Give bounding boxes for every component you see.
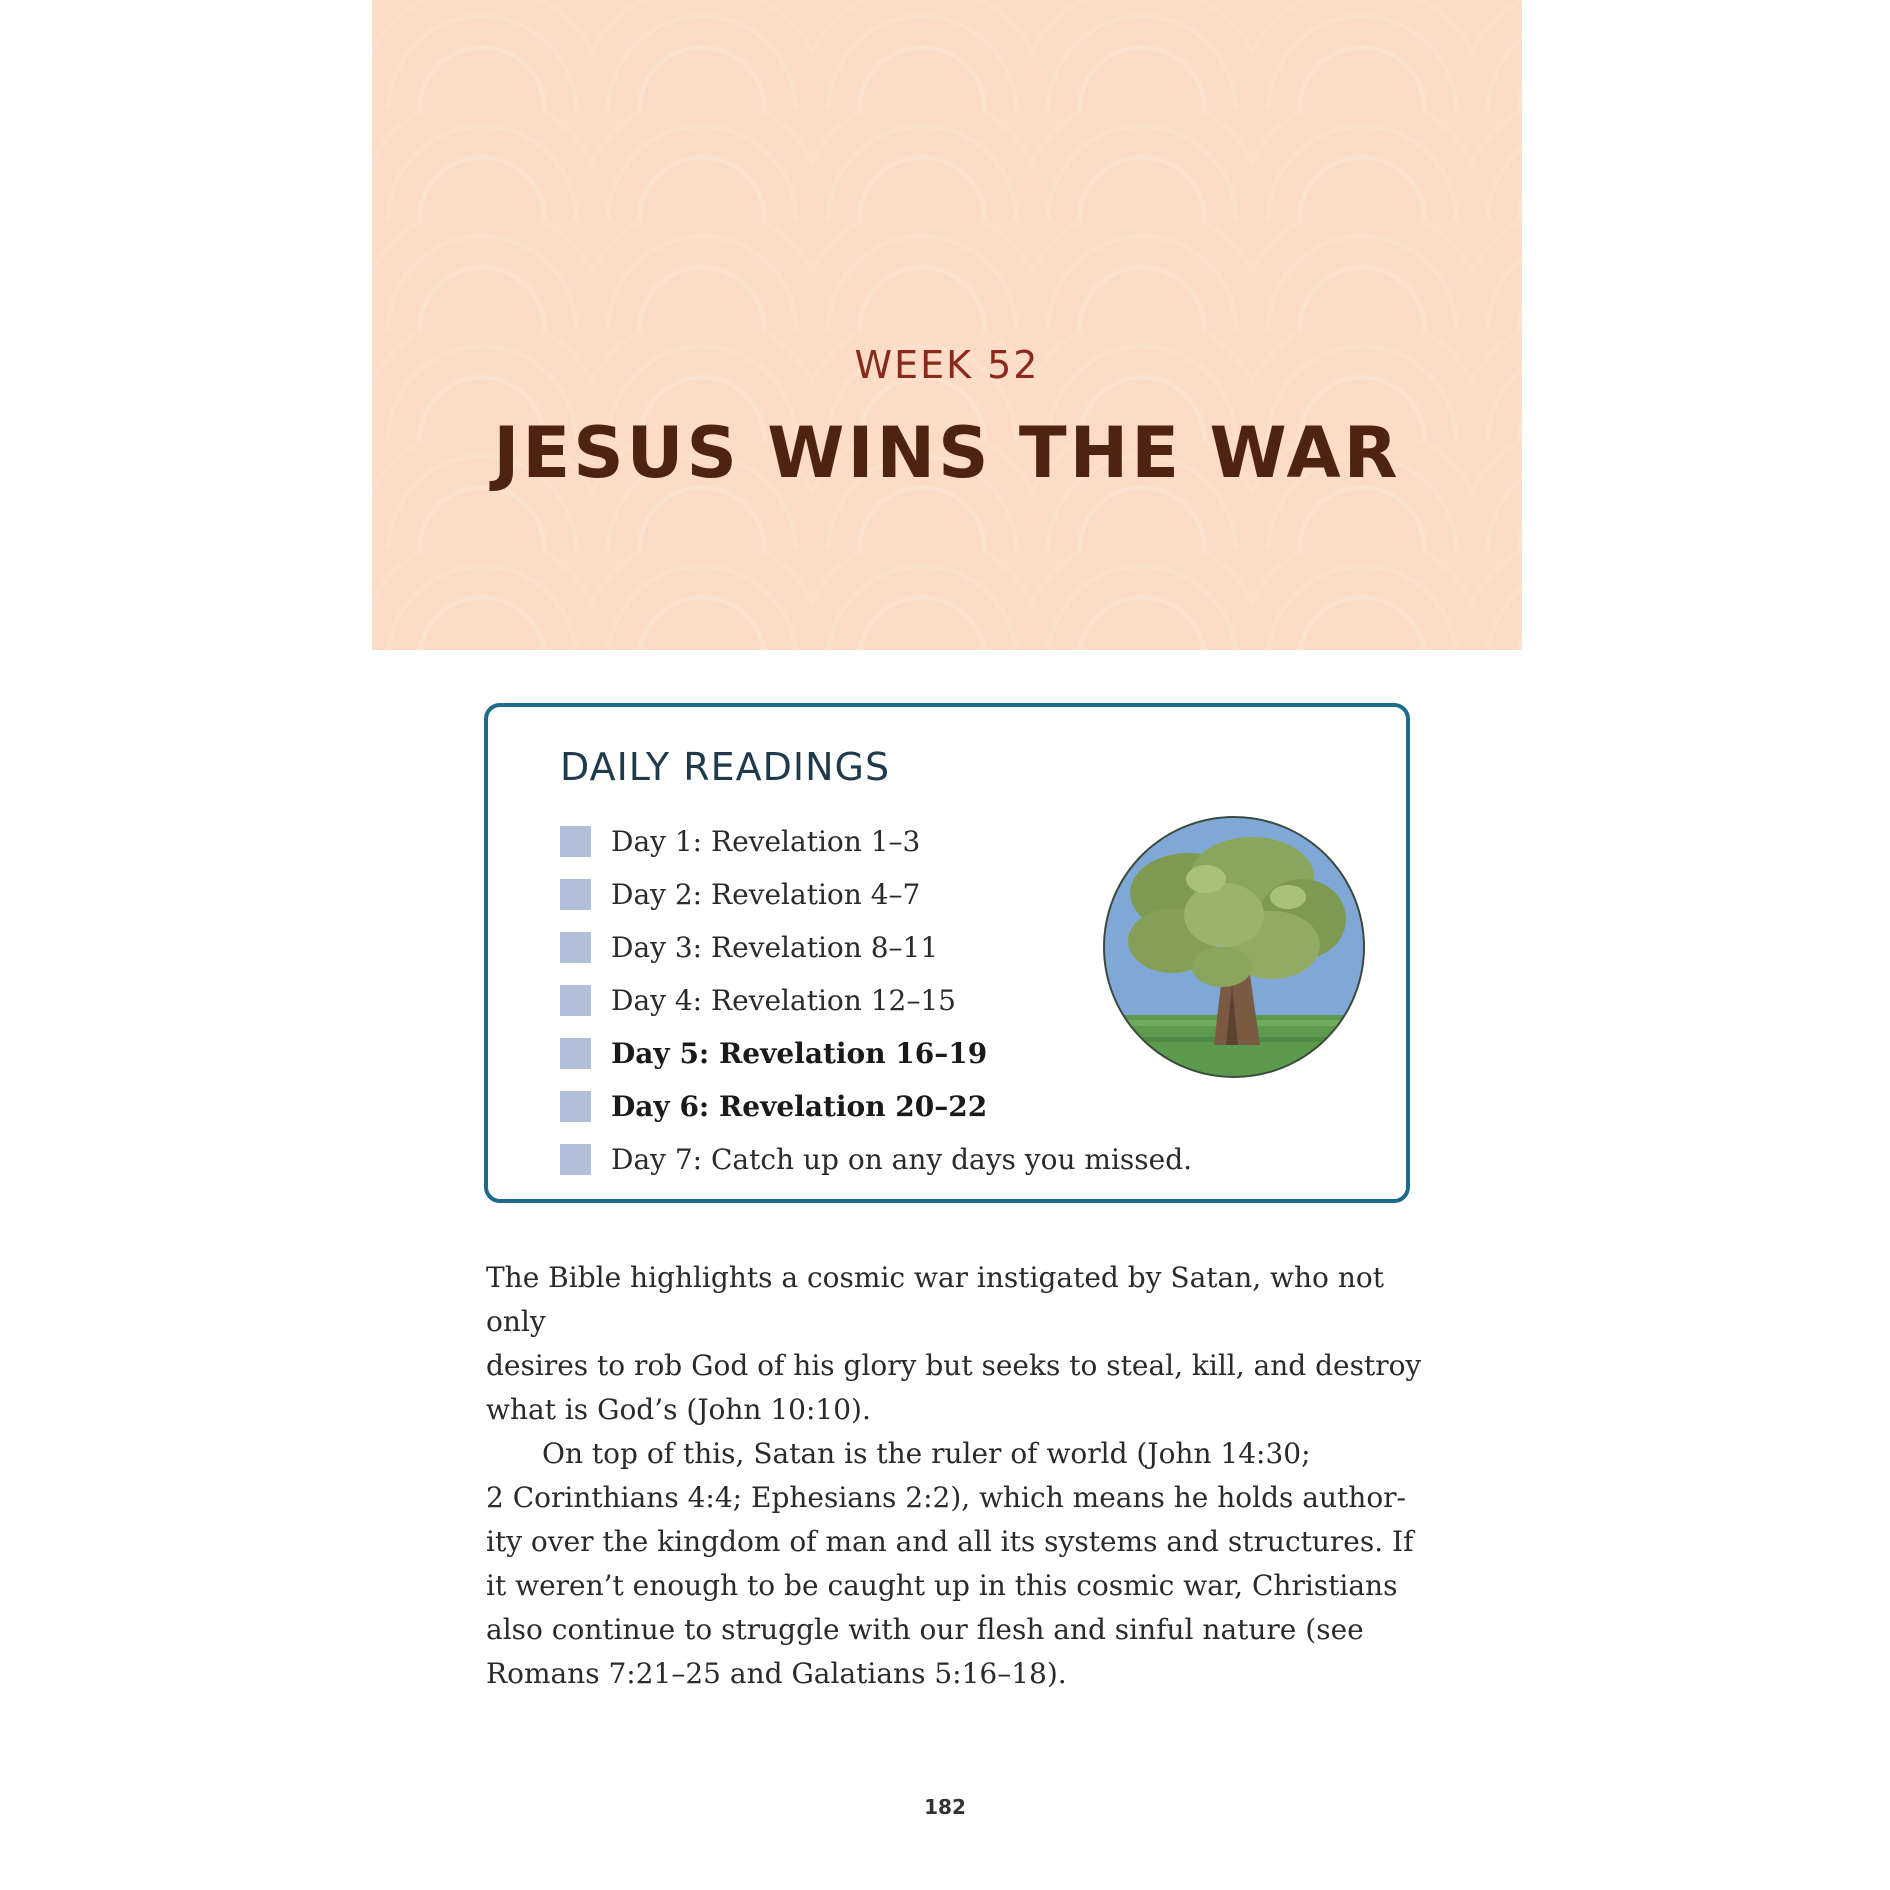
reading-list	[560, 815, 1192, 1186]
reading-label: Day 2: Revelation 4–7	[611, 878, 921, 911]
body-line: The Bible highlights a cosmic war instigated by Satan, who not only	[486, 1261, 1384, 1338]
reading-label: Day 4: Revelation 12–15	[611, 984, 956, 1017]
body-line: desires to rob God of his glory but seeks to steal, kill, and destroy	[486, 1349, 1422, 1382]
chapter-title: JESUS WINS THE WAR	[493, 412, 1401, 494]
reading-item-day-4	[560, 974, 1192, 1027]
reading-checkbox[interactable]	[560, 1038, 591, 1069]
reading-label: Day 3: Revelation 8–11	[611, 931, 939, 964]
body-line: Romans 7:21–25 and Galatians 5:16–18).	[486, 1657, 1067, 1690]
reading-checkbox[interactable]	[560, 1091, 591, 1122]
body-line: On top of this, Satan is the ruler of world (John 14:30;	[542, 1437, 1311, 1470]
reading-checkbox[interactable]	[560, 1144, 591, 1175]
reading-item-day-6	[560, 1080, 1192, 1133]
body-line: it weren’t enough to be caught up in this cosmic war, Christians	[486, 1569, 1398, 1602]
reading-item-day-7	[560, 1133, 1192, 1186]
daily-readings-heading: DAILY READINGS	[560, 745, 891, 789]
reading-label: Day 5: Revelation 16–19	[611, 1037, 988, 1070]
reading-checkbox[interactable]	[560, 826, 591, 857]
reading-label: Day 7: Catch up on any days you missed.	[611, 1143, 1193, 1176]
reading-checkbox[interactable]	[560, 879, 591, 910]
reading-item-day-2	[560, 868, 1192, 921]
reading-item-day-1	[560, 815, 1192, 868]
reading-label: Day 6: Revelation 20–22	[611, 1090, 988, 1123]
week-label: WEEK 52	[854, 343, 1040, 387]
reading-item-day-3	[560, 921, 1192, 974]
chapter-header-band	[372, 0, 1522, 650]
reading-label: Day 1: Revelation 1–3	[611, 825, 921, 858]
body-paragraph-1	[486, 1256, 1426, 1432]
daily-readings-box	[484, 703, 1410, 1203]
reading-checkbox[interactable]	[560, 985, 591, 1016]
reading-item-day-5	[560, 1027, 1192, 1080]
body-line: also continue to struggle with our flesh and sinful nature (see	[486, 1613, 1364, 1646]
body-paragraph-2	[486, 1432, 1426, 1696]
page-number: 182	[924, 1795, 966, 1819]
reading-checkbox[interactable]	[560, 932, 591, 963]
body-text	[486, 1256, 1426, 1696]
tree-medallion-icon	[1102, 815, 1366, 1079]
body-line: what is God’s (John 10:10).	[486, 1393, 871, 1426]
body-line: 2 Corinthians 4:4; Ephesians 2:2), which means he holds author-	[486, 1481, 1407, 1514]
body-line: ity over the kingdom of man and all its systems and structures. If	[486, 1525, 1414, 1558]
